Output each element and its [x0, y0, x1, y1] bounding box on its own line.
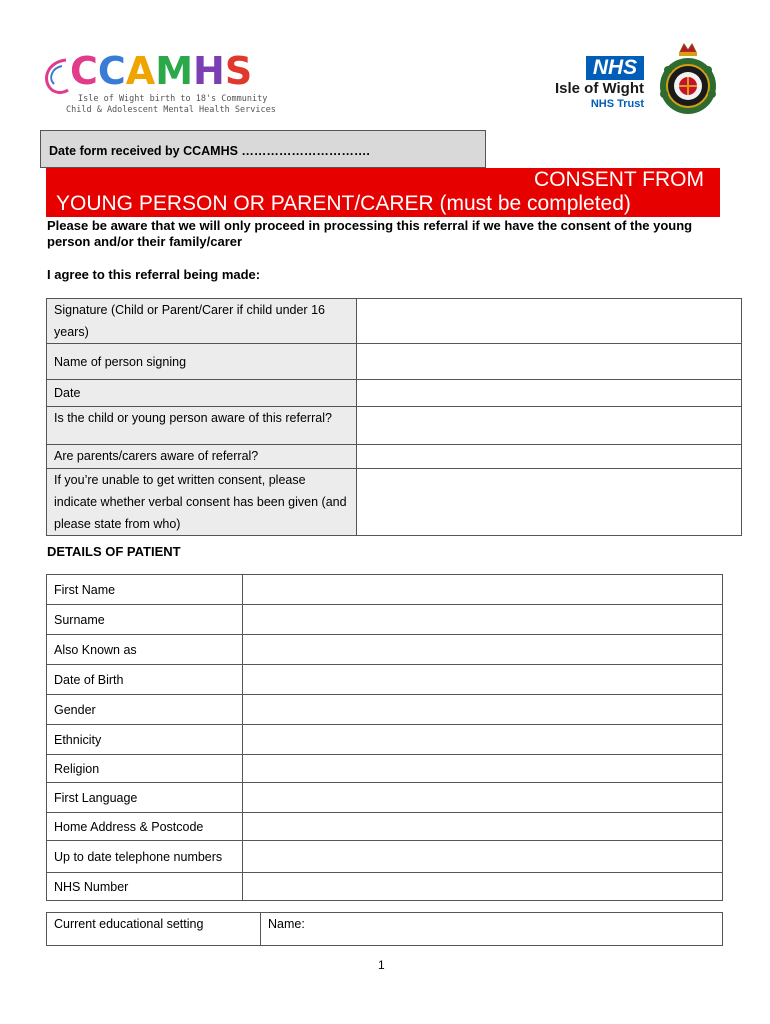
first-name-field[interactable]: [243, 575, 723, 605]
also-known-as-field[interactable]: [243, 635, 723, 665]
consent-label: Name of person signing: [47, 344, 357, 380]
consent-table: [46, 298, 742, 536]
table-row: [47, 575, 723, 605]
nhs-logo: [536, 52, 644, 112]
consent-verbal-field[interactable]: [357, 469, 742, 536]
patient-label: Up to date telephone numbers: [47, 841, 243, 873]
ccamhs-letter: C: [97, 49, 126, 93]
ccamhs-letter: S: [224, 49, 253, 93]
consent-signature-field[interactable]: [357, 299, 742, 344]
consent-label: Signature (Child or Parent/Carer if child under 16 years): [47, 299, 357, 344]
crest-icon: [652, 42, 724, 118]
table-row: [47, 873, 723, 901]
religion-field[interactable]: [243, 755, 723, 783]
table-row: [47, 813, 723, 841]
table-row: [47, 755, 723, 783]
patient-label: Home Address & Postcode: [47, 813, 243, 841]
table-row: [47, 635, 723, 665]
ccamhs-logo: [40, 48, 276, 118]
consent-date-field[interactable]: [357, 380, 742, 407]
ethnicity-field[interactable]: [243, 725, 723, 755]
date-received-label: Date form received by CCAMHS ………………………….: [49, 144, 370, 158]
telephone-field[interactable]: [243, 841, 723, 873]
consent-label: If you’re unable to get written consent, please indicate whether verbal consent has been given (and please state from who): [47, 469, 357, 536]
table-row: [47, 665, 723, 695]
home-address-field[interactable]: [243, 813, 723, 841]
consent-label: Are parents/carers aware of referral?: [47, 445, 357, 469]
gender-field[interactable]: [243, 695, 723, 725]
table-row: [47, 725, 723, 755]
patient-label: Date of Birth: [47, 665, 243, 695]
nhs-trust-place: Isle of Wight: [554, 80, 644, 97]
surname-field[interactable]: [243, 605, 723, 635]
consent-banner: [46, 168, 720, 217]
table-row: [47, 299, 742, 344]
consent-label: Date: [47, 380, 357, 407]
table-row: [47, 469, 742, 536]
ccamhs-wordmark: [70, 49, 253, 93]
table-row: [47, 913, 723, 946]
ccamhs-letter: C: [70, 49, 98, 93]
patient-label: First Name: [47, 575, 243, 605]
education-table: [46, 912, 723, 946]
agree-heading: I agree to this referral being made:: [47, 267, 261, 282]
date-of-birth-field[interactable]: [243, 665, 723, 695]
consent-label: Is the child or young person aware of this referral?: [47, 407, 357, 445]
nhs-badge: NHS: [586, 56, 644, 80]
patient-label: Ethnicity: [47, 725, 243, 755]
education-name-label: Name:: [268, 917, 305, 931]
ccamhs-letter: A: [125, 49, 156, 93]
patient-label: Religion: [47, 755, 243, 783]
ccamhs-subtitle-1: Isle of Wight birth to 18's Community: [78, 94, 268, 104]
table-row: [47, 407, 742, 445]
swirl-icon: [40, 56, 70, 96]
banner-line-1: CONSENT FROM: [534, 168, 704, 191]
patient-details-table: [46, 574, 723, 901]
ccamhs-subtitle-2: Child & Adolescent Mental Health Services: [66, 105, 276, 114]
consent-parents-aware-field[interactable]: [357, 445, 742, 469]
nhs-number-field[interactable]: [243, 873, 723, 901]
patient-label: NHS Number: [47, 873, 243, 901]
table-row: [47, 605, 723, 635]
consent-name-field[interactable]: [357, 344, 742, 380]
consent-child-aware-field[interactable]: [357, 407, 742, 445]
patient-label: Gender: [47, 695, 243, 725]
table-row: [47, 695, 723, 725]
date-received-box: [40, 130, 486, 168]
table-row: [47, 445, 742, 469]
table-row: [47, 380, 742, 407]
table-row: [47, 783, 723, 813]
education-label: Current educational setting: [47, 913, 261, 946]
banner-line-2: YOUNG PERSON OR PARENT/CARER (must be completed): [56, 192, 631, 215]
patient-label: First Language: [47, 783, 243, 813]
nhs-trust-label: NHS Trust: [590, 98, 644, 110]
table-row: [47, 841, 723, 873]
consent-notice: Please be aware that we will only proceed in processing this referral if we have the consent of the young person and/or their family/carer: [47, 218, 693, 249]
first-language-field[interactable]: [243, 783, 723, 813]
ccamhs-letter: H: [193, 49, 225, 93]
patient-label: Surname: [47, 605, 243, 635]
table-row: [47, 344, 742, 380]
patient-label: Also Known as: [47, 635, 243, 665]
ccamhs-letter: M: [155, 49, 194, 93]
details-heading: DETAILS OF PATIENT: [47, 544, 181, 559]
education-name-field[interactable]: [261, 913, 723, 946]
page-number: 1: [378, 958, 385, 972]
